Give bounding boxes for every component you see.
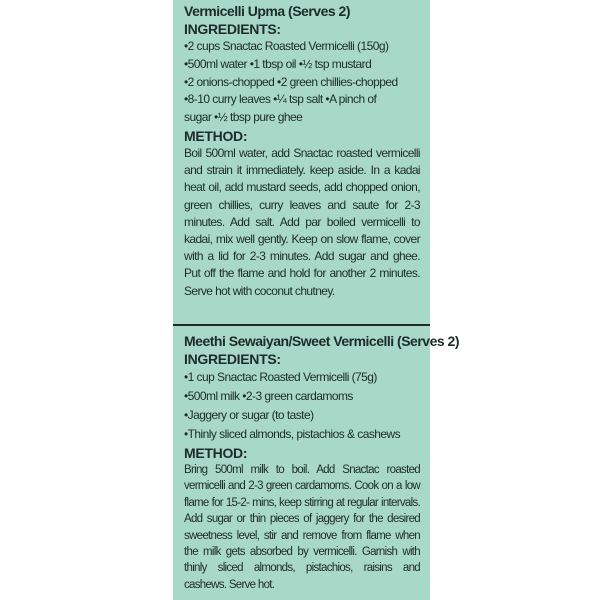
- ingredient-line: sugar •½ tbsp pure ghee: [184, 110, 303, 125]
- ingredient-line: •2 cups Snactac Roasted Vermicelli (150g): [184, 39, 389, 53]
- method-text: Boil 500ml water, add Snactac roasted vermicelli and strain it immediately. keep aside. In a kadai heat oil, add mustard seeds, add chopped onion, green chillies, curry leaves and saute for 2-3 minutes. Add salt. Add par boiled vermicelli to kadai, mix well gently. Keep on slow flame, cover with a lid for 2-3 minutes. Add sugar and ghee. Put off the flame and hold for another 2 minutes. Serve hot with coconut chutney.: [184, 145, 420, 298]
- ingredients-list: [184, 38, 424, 127]
- ingredient-line: •500ml water •1 tbsp oil •½ tsp mustard: [184, 56, 372, 71]
- ingredient-line: •2 onions-chopped •2 green chillies-chopped: [184, 74, 398, 89]
- ingredient-line: •Jaggery or sugar (to taste): [184, 408, 314, 422]
- recipe-vermicelli-upma: [184, 2, 424, 300]
- ingredient-line: •Thinly sliced almonds, pistachios & cashews: [184, 427, 401, 441]
- method-text: Bring 500ml milk to boil. Add Snactac roasted vermicelli and 2-3 green cardamoms. Cook on a low flame for 15-2- mins, keep stirring at regular intervals. Add sugar or thin pieces of jaggery for the desired sweetness level, stir and remove from flame when the milk gets absorbed by vermicelli. Garnish with thinly sliced almonds, pistachios, raisins and cashews. Serve hot.: [184, 464, 420, 591]
- ingredient-line: •1 cup Snactac Roasted Vermicelli (75g): [184, 370, 377, 384]
- recipe-title: Vermicelli Upma (Serves 2): [184, 3, 350, 19]
- ingredient-line: •8-10 curry leaves •¼ tsp salt •A pinch of: [184, 92, 377, 107]
- method-heading: METHOD:: [184, 127, 248, 144]
- section-divider: [173, 324, 430, 326]
- recipe-title: Meethi Sewaiyan/Sweet Vermicelli (Serves 2): [184, 333, 459, 349]
- recipe-meethi-sewaiyan: [184, 332, 459, 593]
- recipe-panel: [173, 0, 459, 600]
- ingredient-line: •500ml milk •2-3 green cardamoms: [184, 389, 353, 403]
- ingredients-heading: INGREDIENTS:: [184, 21, 281, 37]
- method-heading: METHOD:: [184, 445, 248, 461]
- ingredients-list: [184, 368, 424, 444]
- ingredients-heading: INGREDIENTS:: [184, 351, 281, 367]
